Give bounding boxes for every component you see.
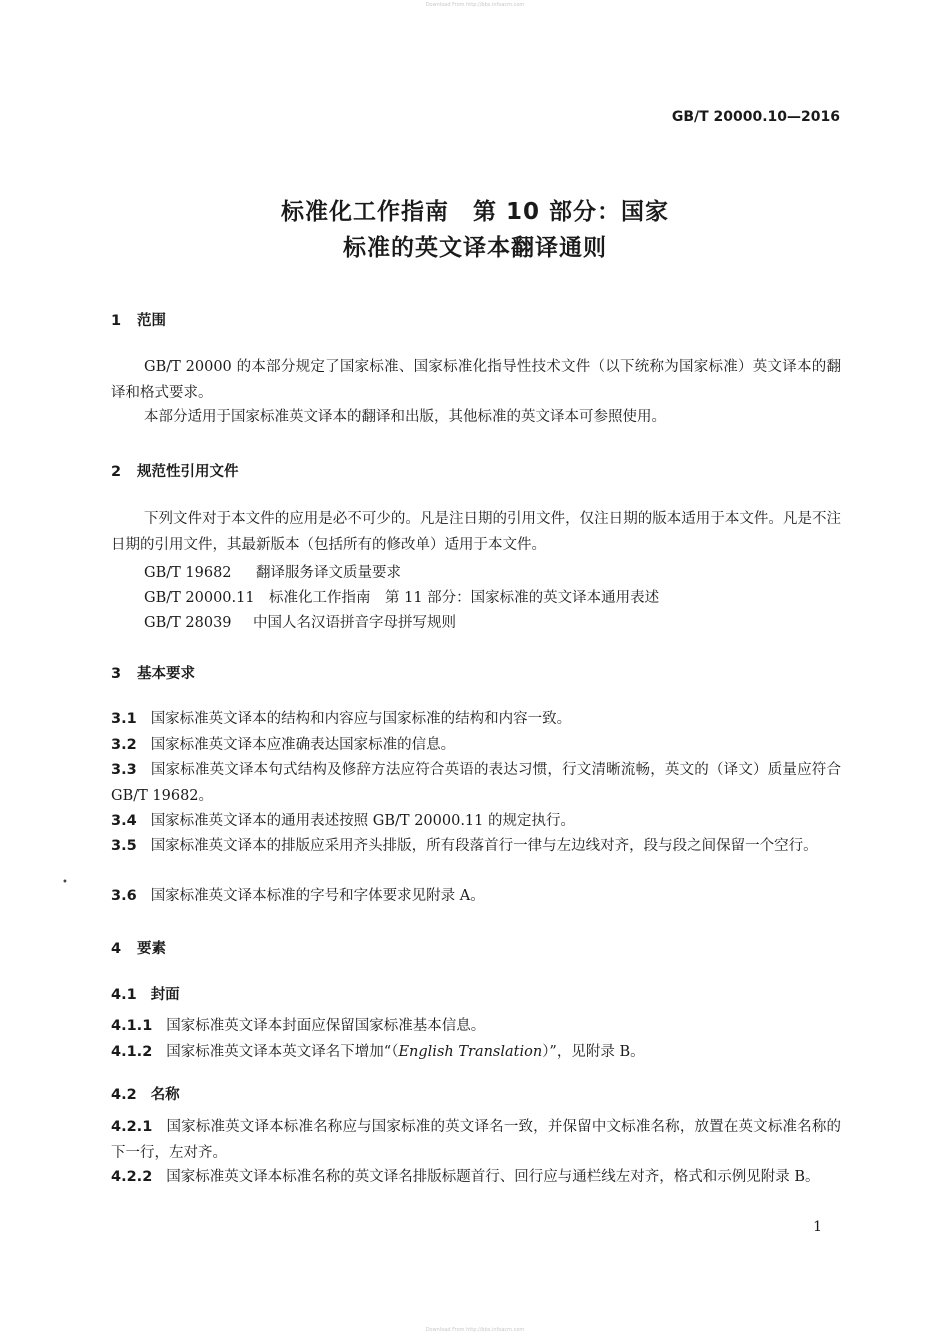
clause-4-1-1 [111, 1014, 841, 1040]
subsection-number: 4.1 [111, 987, 137, 1003]
clause-number: 4.1.2 [111, 1044, 153, 1060]
section-number: 4 [111, 941, 122, 957]
section-2-heading [111, 460, 239, 481]
clause-text: 国家标准英文译本标准的字号和字体要求见附录 A。 [150, 888, 485, 904]
clause-number: 3.5 [111, 838, 137, 854]
subsection-number: 4.2 [111, 1087, 137, 1103]
scan-speck: • [62, 877, 68, 888]
subsection-title: 封面 [150, 987, 180, 1003]
section-number: 3 [111, 666, 122, 682]
reference-item [144, 561, 401, 582]
clause-number: 4.2.1 [111, 1119, 153, 1135]
page-number: 1 [813, 1219, 822, 1235]
standard-number: GB/T 20000.10—2016 [671, 109, 840, 125]
clause-text: 国家标准英文译本标准名称应与国家标准的英文译名一致，并保留中文标准名称，放置在英文标准名称的下一行，左对齐。 [111, 1119, 841, 1161]
subsection-title: 名称 [150, 1087, 180, 1103]
section-4-heading [111, 937, 166, 958]
title-line-2: 标准的英文译本翻译通则 [343, 235, 607, 261]
clause-3-5 [111, 834, 841, 860]
s2-paragraph-1: 下列文件对于本文件的应用是必不可少的。凡是注日期的引用文件，仅注日期的版本适用于本文件。凡是不注日期的引用文件，其最新版本（包括所有的修改单）适用于本文件。 [111, 511, 841, 553]
reference-title: 标准化工作指南 第 11 部分：国家标准的英文译本通用表述 [269, 590, 660, 606]
clause-3-4 [111, 809, 841, 835]
clause-number: 3.4 [111, 813, 137, 829]
reference-code: GB/T 28039 [144, 615, 232, 631]
reference-title: 中国人名汉语拼音字母拼写规则 [253, 615, 456, 631]
clause-text: 国家标准英文译本的通用表述按照 GB/T 20000.11 的规定执行。 [150, 813, 575, 829]
clause-number: 3.1 [111, 711, 137, 727]
clause-3-3 [111, 758, 841, 809]
clause-4-2-1 [111, 1115, 841, 1166]
clause-text: 国家标准英文译本的排版应采用齐头排版，所有段落首行一律与左边线对齐，段与段之间保留一个空行。 [150, 838, 818, 854]
clause-3-1 [111, 707, 841, 733]
subsection-4-2-heading [111, 1083, 180, 1104]
clause-3-6 [111, 884, 841, 910]
s1-paragraph-2: 本部分适用于国家标准英文译本的翻译和出版，其他标准的英文译本可参照使用。 [144, 409, 666, 425]
clause-text-pre: 国家标准英文译本英文译名下增加“（ [166, 1044, 399, 1060]
watermark-top: Download From http://bbs.infoacm.com [425, 2, 525, 8]
s1-paragraph-1: GB/T 20000 的本部分规定了国家标准、国家标准化指导性技术文件（以下统称为国家标准）英文译本的翻译和格式要求。 [111, 359, 841, 401]
reference-code: GB/T 20000.11 [144, 590, 255, 606]
title-line-1: 标准化工作指南 第 10 部分：国家 [280, 199, 670, 225]
subsection-4-1-heading [111, 983, 180, 1004]
clause-number: 4.2.2 [111, 1169, 153, 1185]
clause-text-italic: English Translation [398, 1044, 543, 1060]
clause-text: 国家标准英文译本应准确表达国家标准的信息。 [150, 737, 456, 753]
clause-text: 国家标准英文译本标准名称的英文译名排版标题首行、回行应与通栏线左对齐，格式和示例见附录 B。 [166, 1169, 820, 1185]
section-1-heading [111, 309, 166, 330]
clause-number: 3.2 [111, 737, 137, 753]
clause-4-2-2 [111, 1165, 841, 1191]
section-3-heading [111, 662, 195, 683]
section-title: 基本要求 [137, 666, 195, 682]
clause-3-2 [111, 733, 841, 759]
clause-text-post: ）”，见附录 B。 [542, 1044, 645, 1060]
clause-text: 国家标准英文译本句式结构及修辞方法应符合英语的表达习惯，行文清晰流畅，英文的（译文）质量应符合 GB/T 19682。 [111, 762, 841, 804]
watermark-bottom: Download From http://bbs.infoacm.com [425, 1327, 525, 1333]
clause-number: 4.1.1 [111, 1018, 153, 1034]
reference-title: 翻译服务译文质量要求 [256, 565, 401, 581]
clause-text: 国家标准英文译本的结构和内容应与国家标准的结构和内容一致。 [150, 711, 572, 727]
section-title: 要素 [137, 941, 166, 957]
reference-item [144, 611, 456, 632]
clause-4-1-2 [111, 1040, 841, 1066]
clause-number: 3.6 [111, 888, 137, 904]
section-number: 2 [111, 464, 122, 480]
section-number: 1 [111, 313, 122, 329]
clause-number: 3.3 [111, 762, 137, 778]
reference-code: GB/T 19682 [144, 565, 232, 581]
reference-item [144, 586, 659, 607]
section-title: 规范性引用文件 [137, 464, 239, 480]
section-title: 范围 [137, 313, 166, 329]
clause-text: 国家标准英文译本封面应保留国家标准基本信息。 [166, 1018, 486, 1034]
